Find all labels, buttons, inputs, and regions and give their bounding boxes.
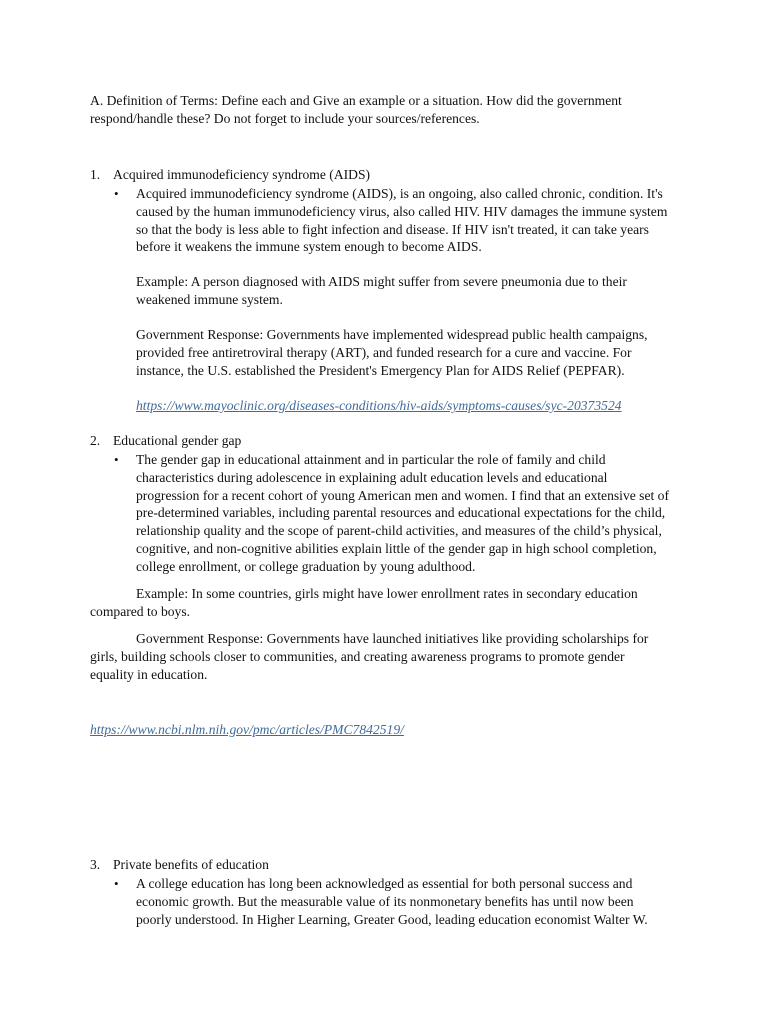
bullet-line: cognitive, and non-cognitive abilities explain little of the gender gap in high school completion, — [136, 540, 657, 556]
government-line: Government Response: Governments have implemented widespread public health campaigns, — [136, 327, 648, 342]
example-line: weakened immune system. — [136, 291, 283, 307]
bullet-line: progression for a recent cohort of young American men and women. I find that an extensive set of — [136, 487, 670, 503]
bullet-line: before it weakens the immune system enough to become AIDS. — [136, 239, 482, 255]
instructions-paragraph — [90, 92, 690, 128]
example-paragraph-aids — [136, 273, 684, 309]
bullet-line: Acquired immunodeficiency syndrome (AIDS), is an ongoing, also called chronic, condition. It's — [136, 186, 663, 201]
section-bullet-aids — [114, 185, 684, 256]
bullet-line: poorly understood. In Higher Learning, Greater Good, leading education economist Walter W. — [136, 911, 648, 927]
government-line: girls, building schools closer to communities, and creating awareness programs to promote gender — [90, 649, 625, 664]
bullet-line: caused by the human immunodeficiency virus, also called HIV. HIV damages the immune system — [136, 203, 668, 219]
government-line: equality in education. — [90, 667, 208, 682]
bullet-line: economic growth. But the measurable value of its nonmonetary benefits has until now been — [136, 893, 634, 909]
reference-link-mayoclinic[interactable]: https://www.mayoclinic.org/diseases-conditions/hiv-aids/symptoms-causes/syc-20373524 — [136, 398, 622, 413]
example-line: Example: In some countries, girls might have lower enrollment rates in secondary education — [136, 586, 638, 601]
section-number: 1. — [90, 167, 101, 182]
section-number: 2. — [90, 433, 101, 448]
example-paragraph-gender-gap — [90, 585, 684, 603]
government-line: Government Response: Governments have launched initiatives like providing scholarships for — [136, 631, 649, 646]
example-line: compared to boys. — [90, 604, 191, 619]
section-title: Acquired immunodeficiency syndrome (AIDS) — [113, 167, 371, 182]
government-line: instance, the U.S. established the President's Emergency Plan for AIDS Relief (PEPFAR). — [136, 362, 625, 378]
bullet-line: A college education has long been acknowledged as essential for both personal success and — [136, 876, 633, 891]
section-bullet-gender-gap — [114, 451, 684, 576]
bullet-line: characteristics during adolescence in explaining adult education levels and educational — [136, 469, 608, 485]
bullet-line: so that the body is less able to fight infection and disease. If HIV isn't treated, it can take years — [136, 221, 649, 237]
section-heading-gender-gap — [90, 432, 241, 450]
bullet-line: The gender gap in educational attainment and in particular the role of family and child — [136, 452, 606, 467]
government-response-aids — [136, 326, 684, 379]
section-bullet-private-benefits — [114, 875, 684, 928]
bullet-line: relationship quality and the scope of parent-child activities, and measures of the child’s physical, — [136, 523, 662, 539]
bullet-icon: • — [114, 452, 119, 467]
reference-link-aids-wrap — [136, 397, 684, 415]
section-heading-private-benefits — [90, 856, 269, 874]
bullet-line: pre-determined variables, including parental resources and educational expectations for the child, — [136, 505, 666, 521]
instructions-line: respond/handle these? Do not forget to include your sources/references. — [90, 110, 480, 126]
bullet-icon: • — [114, 186, 119, 201]
section-number: 3. — [90, 857, 101, 872]
bullet-line: college enrollment, or college graduation by young adulthood. — [136, 558, 476, 574]
section-heading-aids — [90, 166, 370, 184]
reference-link-gender-gap-wrap — [90, 721, 404, 739]
government-response-gender-gap — [90, 630, 684, 648]
example-line: Example: A person diagnosed with AIDS might suffer from severe pneumonia due to their — [136, 274, 627, 289]
government-line: provided free antiretroviral therapy (ART), and funded research for a cure and vaccine. For — [136, 344, 632, 360]
reference-link-ncbi[interactable]: https://www.ncbi.nlm.nih.gov/pmc/articles/PMC7842519/ — [90, 722, 404, 737]
section-title: Private benefits of education — [113, 857, 269, 872]
section-title: Educational gender gap — [113, 433, 242, 448]
bullet-icon: • — [114, 876, 119, 891]
instructions-line: A. Definition of Terms: Define each and Give an example or a situation. How did the government — [90, 93, 622, 108]
